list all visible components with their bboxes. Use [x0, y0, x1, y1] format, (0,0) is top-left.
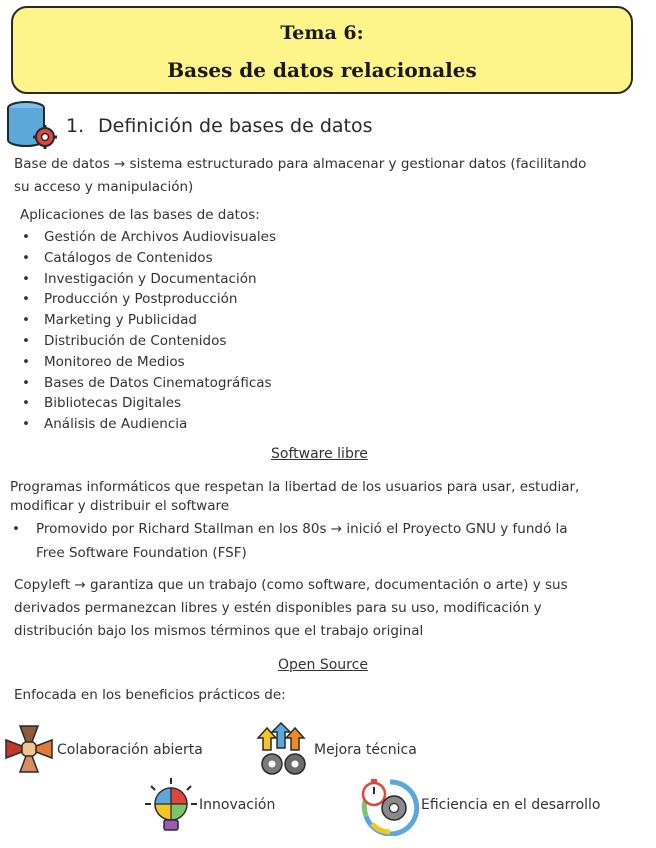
list-item: • Catálogos de Contenidos [22, 248, 276, 269]
stallman-bullet: • Promovido por Richard Stallman en los 80s → inició el Proyecto GNU y fundó la Free Software Foundation (FSF) [12, 517, 568, 565]
feature-technical-improvement: Mejora técnica [314, 742, 417, 758]
software-libre-desc-2: modificar y distribuir el software [10, 498, 230, 514]
lightbulb-puzzle-icon [143, 776, 199, 836]
page-title: Bases de datos relacionales [167, 58, 477, 82]
copyleft-line-1: Copyleft → garantiza que un trabajo (como software, documentación o arte) y sus [14, 577, 568, 593]
list-item: • Investigación y Documentación [22, 269, 276, 290]
open-source-intro: Enfocada en los beneficios prácticos de: [14, 687, 286, 703]
list-item: • Bibliotecas Digitales [22, 393, 276, 414]
open-source-heading: Open Source [278, 657, 368, 673]
handshake-icon [2, 722, 56, 776]
gears-arrows-icon [255, 722, 313, 776]
topic-number: Tema 6: [280, 22, 364, 44]
software-libre-desc-1: Programas informáticos que respetan la libertad de los usuarios para usar, estudiar, [10, 479, 580, 495]
database-icon [4, 98, 60, 152]
stallman-line-2: Free Software Foundation (FSF) [36, 545, 247, 561]
stallman-line-1: Promovido por Richard Stallman en los 80s → inició el Proyecto GNU y fundó la [36, 521, 568, 537]
applications-heading: Aplicaciones de las bases de datos: [20, 207, 260, 223]
stopwatch-gear-icon [358, 776, 420, 836]
copyleft-line-2: derivados permanezcan libres y estén disponibles para su uso, modificación y [14, 600, 542, 616]
list-item: • Marketing y Publicidad [22, 310, 276, 331]
title-banner [11, 6, 633, 94]
list-item: • Bases de Datos Cinematográficas [22, 373, 276, 394]
section-title: Definición de bases de datos [98, 115, 373, 137]
definition-line-1: Base de datos → sistema estructurado para almacenar y gestionar datos (facilitando [14, 156, 587, 172]
feature-efficiency: Eficiencia en el desarrollo [421, 797, 601, 813]
feature-innovation: Innovación [199, 797, 276, 813]
applications-list [22, 227, 276, 435]
list-item: • Producción y Postproducción [22, 289, 276, 310]
copyleft-line-3: distribución bajo los mismos términos que el trabajo original [14, 623, 424, 639]
list-item: • Gestión de Archivos Audiovisuales [22, 227, 276, 248]
section-heading [66, 115, 373, 137]
list-item: • Análisis de Audiencia [22, 414, 276, 435]
section-number: 1. [66, 115, 85, 137]
list-item: • Distribución de Contenidos [22, 331, 276, 352]
definition-line-2: su acceso y manipulación) [14, 179, 194, 195]
list-item: • Monitoreo de Medios [22, 352, 276, 373]
software-libre-heading: Software libre [271, 446, 368, 462]
feature-collaboration: Colaboración abierta [57, 742, 203, 758]
